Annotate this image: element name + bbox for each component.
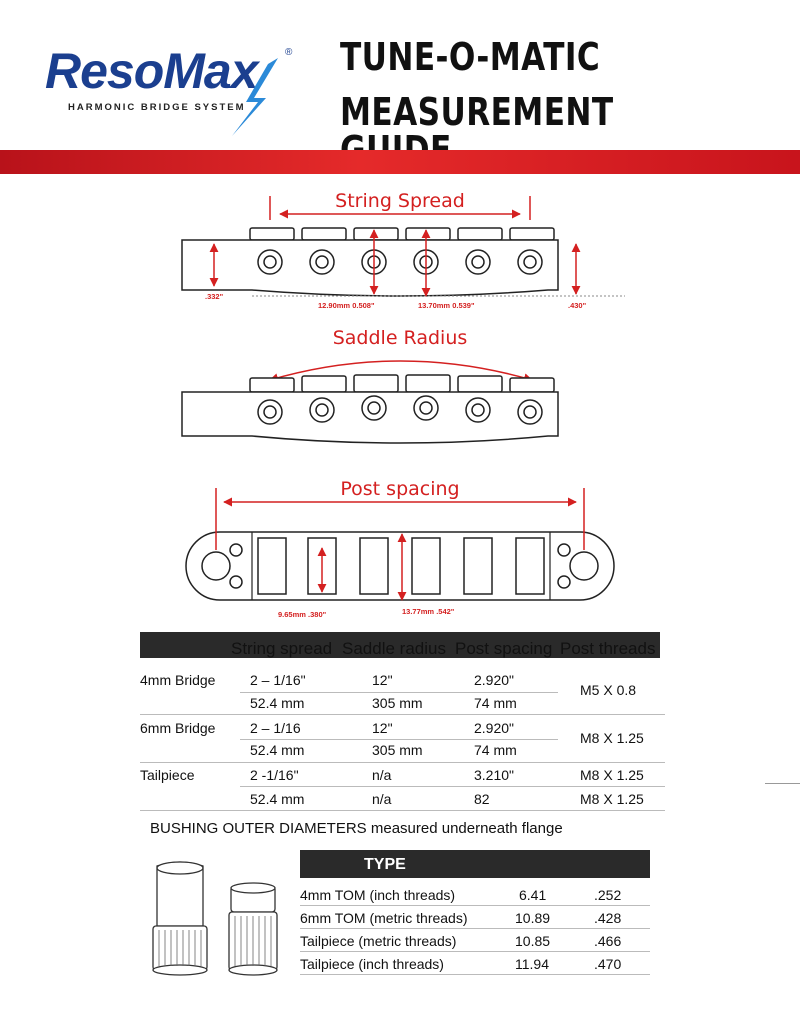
cell: 82	[474, 791, 490, 807]
bushing-mm: 6.41	[519, 887, 547, 903]
post-spacing-diagram	[170, 480, 630, 620]
bushing-title: BUSHING OUTER DIAMETERS measured underneath flange	[150, 820, 563, 837]
col-string-spread: String spread	[231, 639, 333, 658]
row-divider	[300, 951, 650, 952]
cell: 2 -1/16"	[250, 767, 299, 783]
row-divider	[140, 810, 665, 811]
cell: 2.920"	[474, 672, 515, 688]
cell: 305 mm	[372, 695, 423, 711]
string-spread-label: String Spread	[335, 190, 465, 212]
row-name: 4mm Bridge	[140, 672, 216, 688]
bushing-illustration	[145, 858, 285, 988]
inner-height-measure: 9.65mm .380"	[278, 610, 327, 619]
cell: 74 mm	[474, 695, 517, 711]
saddle-low-measure: 12.90mm 0.508"	[318, 301, 375, 310]
cell-threads: M5 X 0.8	[580, 682, 637, 698]
registered-mark: ®	[285, 47, 293, 58]
lightning-bolt-icon	[228, 58, 288, 138]
page-title-line2: MEASUREMENT	[340, 90, 614, 134]
edge-mark	[765, 783, 800, 784]
bushing-mm: 10.85	[515, 933, 551, 949]
left-height-measure: .332"	[205, 292, 224, 301]
cell: 74 mm	[474, 742, 517, 758]
cell: 305 mm	[372, 742, 423, 758]
saddle-high-measure: 13.70mm 0.539"	[418, 301, 475, 310]
bushing-mm: 10.89	[515, 910, 551, 926]
row-divider	[240, 692, 558, 693]
cell-threads: M8 X 1.25	[580, 767, 644, 783]
row-divider	[140, 762, 665, 763]
cell-threads: M8 X 1.25	[580, 730, 644, 746]
row-name: 6mm Bridge	[140, 720, 216, 736]
cell: n/a	[372, 791, 392, 807]
row-divider	[300, 974, 650, 975]
cell: 2.920"	[474, 720, 515, 736]
page-title-line1: TUNE-O-MATIC	[340, 35, 601, 79]
col-post-threads: Post threads	[560, 639, 656, 658]
cell: 52.4 mm	[250, 742, 305, 758]
bushing-name: 6mm TOM (metric threads)	[300, 910, 468, 926]
bushing-inch: .252	[594, 887, 622, 903]
row-divider	[240, 739, 558, 740]
bushing-inch: .428	[594, 910, 622, 926]
outer-height-measure: 13.77mm .542"	[402, 607, 455, 616]
right-height-measure: .430"	[568, 301, 587, 310]
col-saddle-radius: Saddle radius	[342, 639, 446, 658]
cell: 12"	[372, 720, 393, 736]
type-header-label: TYPE	[364, 856, 406, 873]
cell-threads: M8 X 1.25	[580, 791, 644, 807]
cell: 52.4 mm	[250, 695, 305, 711]
bushing-name: Tailpiece (inch threads)	[300, 956, 444, 972]
cell: 52.4 mm	[250, 791, 305, 807]
row-name: Tailpiece	[140, 767, 195, 783]
cell: 2 – 1/16"	[250, 672, 306, 688]
post-spacing-label: Post spacing	[340, 478, 460, 500]
bushing-inch: .470	[594, 956, 622, 972]
header-band	[0, 150, 800, 174]
row-divider	[240, 786, 665, 787]
cell: n/a	[372, 767, 392, 783]
bushing-name: Tailpiece (metric threads)	[300, 933, 457, 949]
string-spread-diagram	[170, 190, 630, 320]
bushing-name: 4mm TOM (inch threads)	[300, 887, 456, 903]
logo-tagline: HARMONIC BRIDGE SYSTEM	[68, 102, 246, 113]
bushing-inch: .466	[594, 933, 622, 949]
cell: 3.210"	[474, 767, 515, 783]
cell: 2 – 1/16	[250, 720, 301, 736]
type-header-bar	[300, 850, 650, 878]
bushing-mm: 11.94	[515, 956, 549, 972]
saddle-radius-diagram	[170, 340, 630, 460]
row-divider	[300, 905, 650, 906]
saddle-radius-label: Saddle Radius	[332, 327, 468, 349]
logo-wordmark: ResoMax	[45, 43, 258, 99]
row-divider	[140, 714, 665, 715]
row-divider	[300, 928, 650, 929]
cell: 12"	[372, 672, 393, 688]
col-post-spacing: Post spacing	[455, 639, 553, 658]
